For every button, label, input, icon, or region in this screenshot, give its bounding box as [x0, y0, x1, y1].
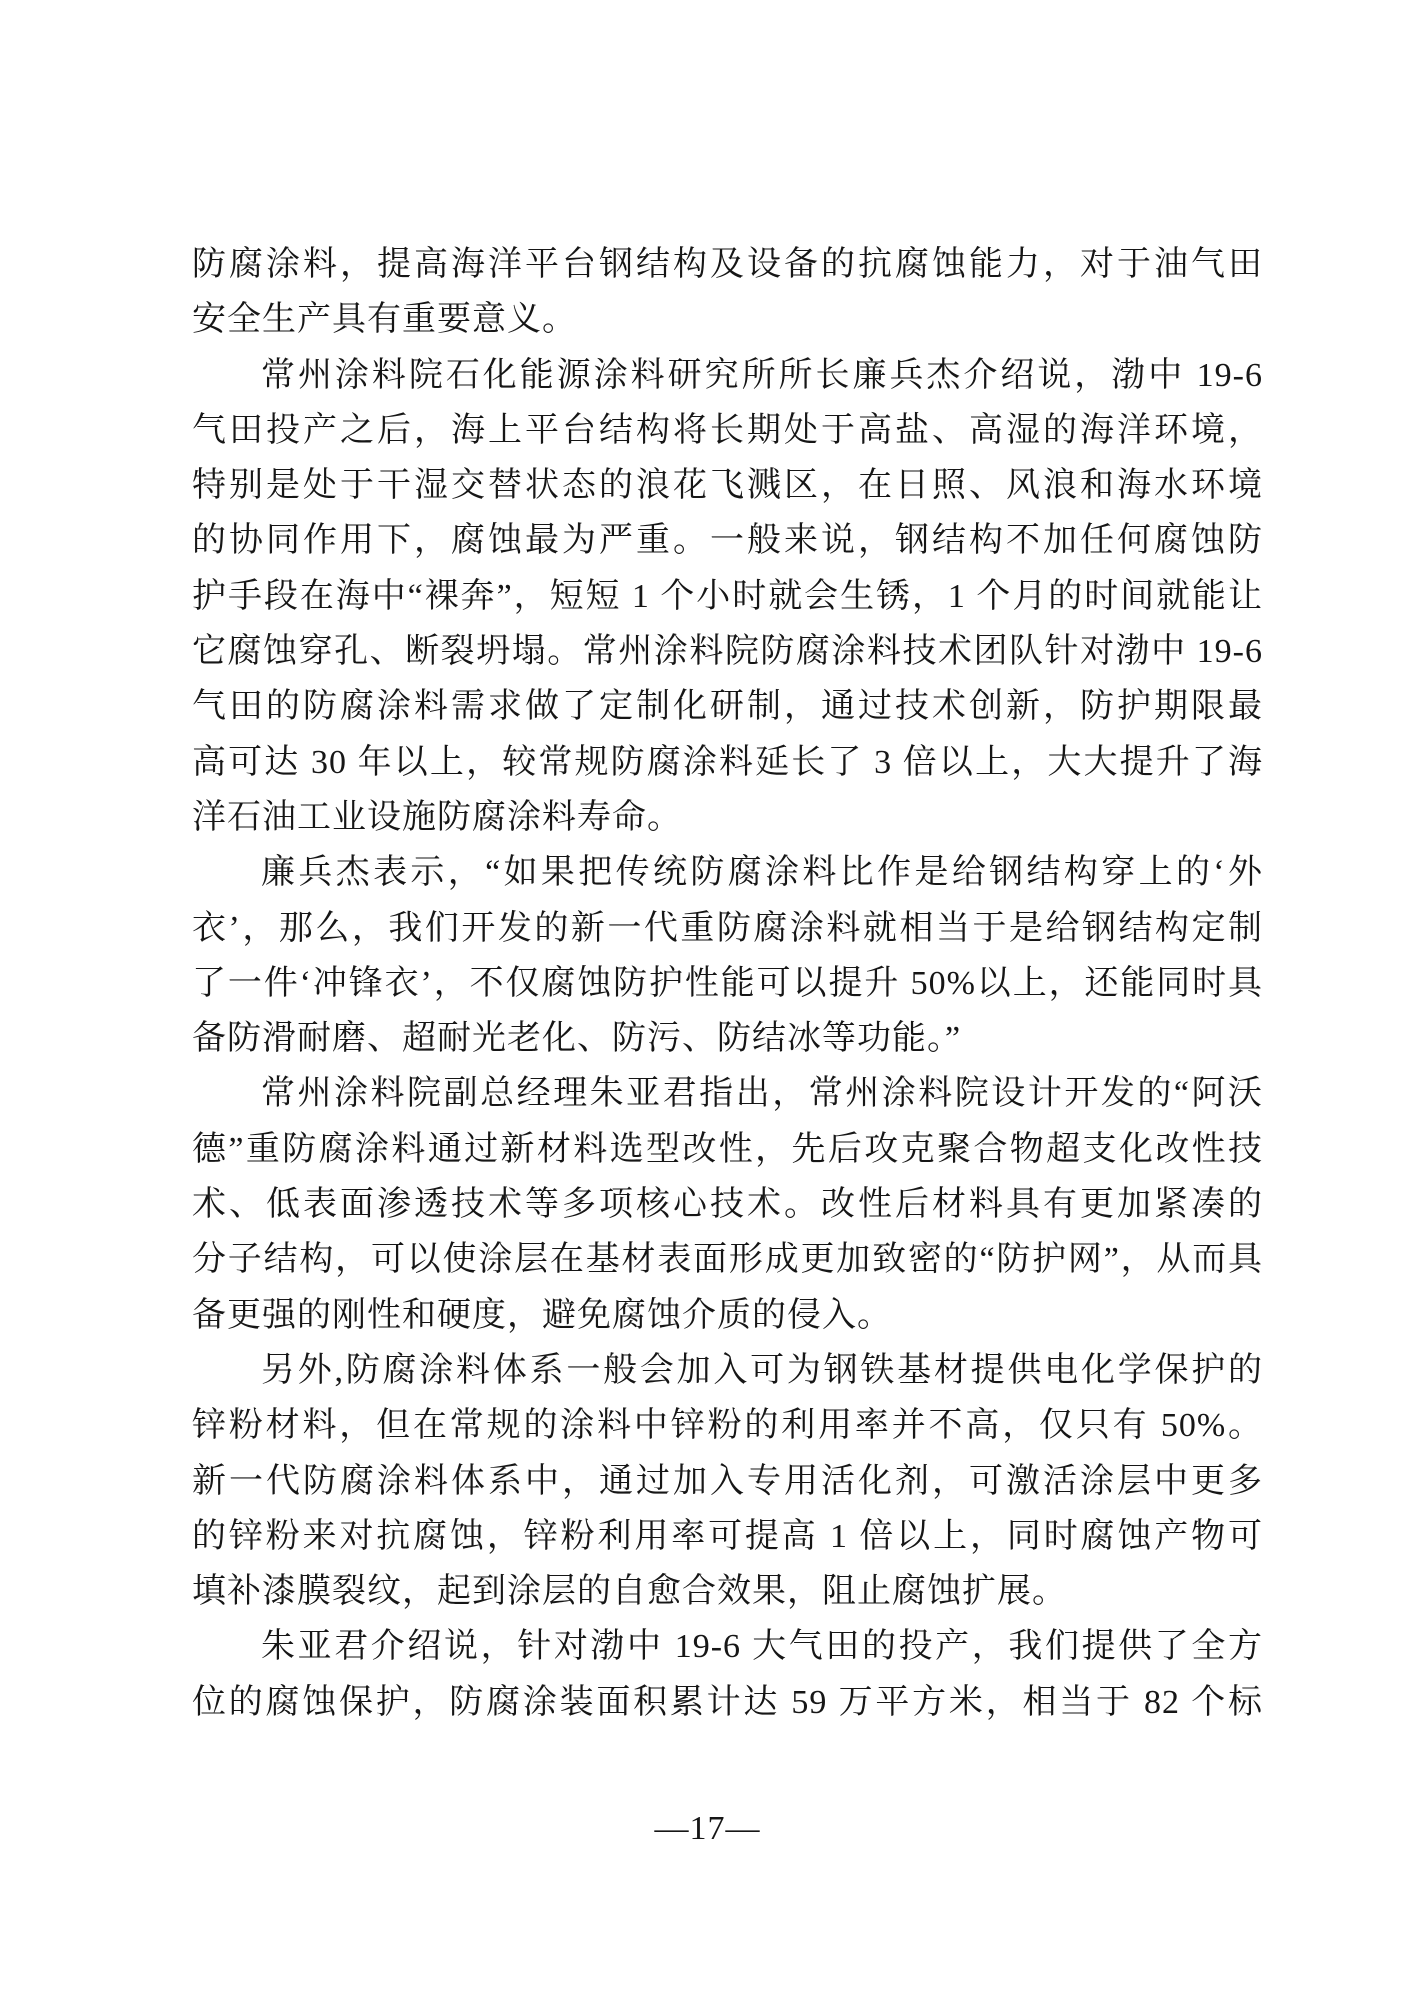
text-line: 护手段在海中“裸奔”，短短 1 个小时就会生锈，1 个月的时间就能让 [192, 577, 1263, 615]
body-text [192, 237, 1263, 1730]
text-line: 另外,防腐涂料体系一般会加入可为钢铁基材提供电化学保护的 [261, 1351, 1263, 1389]
text-line: 洋石油工业设施防腐涂料寿命。 [192, 798, 682, 836]
text-line: 的协同作用下，腐蚀最为严重。一般来说，钢结构不加任何腐蚀防 [192, 522, 1263, 560]
text-line: 了一件‘冲锋衣’，不仅腐蚀防护性能可以提升 50%以上，还能同时具 [192, 964, 1263, 1002]
text-line: 填补漆膜裂纹，起到涂层的自愈合效果，阻止腐蚀扩展。 [192, 1573, 1067, 1611]
text-line: 高可达 30 年以上，较常规防腐涂料延长了 3 倍以上，大大提升了海 [192, 743, 1263, 781]
text-line: 备更强的刚性和硬度，避免腐蚀介质的侵入。 [192, 1296, 892, 1334]
text-line: 衣’，那么，我们开发的新一代重防腐涂料就相当于是给钢结构定制 [192, 909, 1263, 947]
text-line: 它腐蚀穿孔、断裂坍塌。常州涂料院防腐涂料技术团队针对渤中 19-6 [192, 633, 1263, 671]
text-line: 锌粉材料，但在常规的涂料中锌粉的利用率并不高，仅只有 50%。 [192, 1407, 1263, 1445]
text-line: 德”重防腐涂料通过新材料选型改性，先后攻克聚合物超支化改性技 [192, 1130, 1263, 1168]
text-line: 位的腐蚀保护，防腐涂装面积累计达 59 万平方米，相当于 82 个标 [192, 1683, 1263, 1721]
text-line: 气田的防腐涂料需求做了定制化研制，通过技术创新，防护期限最 [192, 688, 1263, 726]
text-line: 气田投产之后，海上平台结构将长期处于高盐、高湿的海洋环境， [192, 411, 1263, 449]
text-line: 安全生产具有重要意义。 [192, 301, 577, 339]
text-line: 常州涂料院石化能源涂料研究所所长廉兵杰介绍说，渤中 19-6 [261, 356, 1263, 394]
text-line: 分子结构，可以使涂层在基材表面形成更加致密的“防护网”，从而具 [192, 1241, 1263, 1279]
text-line: 的锌粉来对抗腐蚀，锌粉利用率可提高 1 倍以上，同时腐蚀产物可 [192, 1517, 1263, 1555]
text-line: 备防滑耐磨、超耐光老化、防污、防结冰等功能。” [192, 1020, 962, 1058]
text-line: 常州涂料院副总经理朱亚君指出，常州涂料院设计开发的“阿沃 [261, 1075, 1263, 1113]
text-line: 新一代防腐涂料体系中，通过加入专用活化剂，可激活涂层中更多 [192, 1462, 1263, 1500]
text-line: 朱亚君介绍说，针对渤中 19-6 大气田的投产，我们提供了全方 [261, 1628, 1263, 1666]
text-line: 特别是处于干湿交替状态的浪花飞溅区，在日照、风浪和海水环境 [192, 467, 1263, 505]
text-line: 术、低表面渗透技术等多项核心技术。改性后材料具有更加紧凑的 [192, 1186, 1263, 1224]
text-line: 防腐涂料，提高海洋平台钢结构及设备的抗腐蚀能力，对于油气田 [192, 246, 1263, 283]
page-number: —17— [654, 1810, 761, 1847]
text-line: 廉兵杰表示，“如果把传统防腐涂料比作是给钢结构穿上的‘外 [261, 854, 1263, 892]
